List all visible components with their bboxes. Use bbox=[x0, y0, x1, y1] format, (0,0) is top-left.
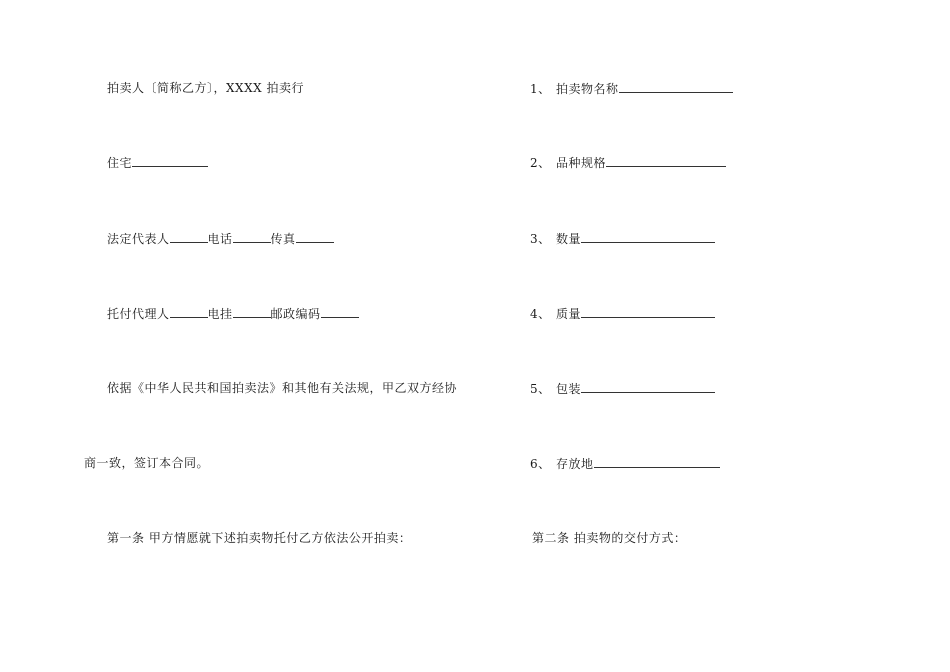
item-4-label: 质量 bbox=[556, 307, 582, 321]
phone-blank[interactable] bbox=[233, 230, 271, 243]
item-3 bbox=[530, 230, 715, 247]
agent-line bbox=[107, 305, 359, 322]
item-4-blank[interactable] bbox=[581, 305, 715, 318]
consensus-line bbox=[84, 455, 209, 471]
item-2 bbox=[530, 154, 726, 171]
consensus-text: 商一致，签订本合同。 bbox=[84, 456, 210, 470]
basis-line bbox=[107, 380, 457, 396]
legal-rep-line bbox=[107, 230, 334, 247]
residence-line bbox=[107, 154, 208, 171]
item-6 bbox=[530, 455, 720, 472]
item-2-number: 2、 bbox=[530, 156, 551, 170]
phone-label: 电话 bbox=[207, 232, 233, 246]
item-1 bbox=[530, 80, 733, 97]
legal-rep-blank[interactable] bbox=[170, 230, 208, 243]
item-6-blank[interactable] bbox=[594, 455, 720, 468]
item-3-blank[interactable] bbox=[581, 230, 715, 243]
item-1-number: 1、 bbox=[530, 82, 551, 96]
postcode-label: 邮政编码 bbox=[270, 307, 321, 321]
basis-text: 依据《中华人民共和国拍卖法》和其他有关法规，甲乙双方经协 bbox=[107, 381, 458, 395]
telegraph-blank[interactable] bbox=[233, 305, 271, 318]
item-1-label: 拍卖物名称 bbox=[556, 82, 619, 96]
item-4-number: 4、 bbox=[530, 307, 551, 321]
article-2 bbox=[532, 530, 686, 546]
fax-label: 传真 bbox=[270, 232, 296, 246]
item-4 bbox=[530, 305, 715, 322]
postcode-blank[interactable] bbox=[321, 305, 359, 318]
item-5-label: 包装 bbox=[556, 382, 582, 396]
residence-blank[interactable] bbox=[132, 154, 208, 167]
item-5-blank[interactable] bbox=[581, 380, 715, 393]
item-5-number: 5、 bbox=[530, 382, 551, 396]
article-2-text: 第二条 拍卖物的交付方式： bbox=[532, 531, 687, 545]
agent-label: 托付代理人 bbox=[107, 307, 170, 321]
legal-rep-label: 法定代表人 bbox=[107, 232, 170, 246]
item-3-number: 3、 bbox=[530, 232, 551, 246]
item-6-label: 存放地 bbox=[556, 457, 594, 471]
item-2-blank[interactable] bbox=[606, 154, 726, 167]
fax-blank[interactable] bbox=[296, 230, 334, 243]
item-1-blank[interactable] bbox=[619, 80, 733, 93]
agent-blank[interactable] bbox=[170, 305, 208, 318]
auctioneer-line bbox=[107, 80, 304, 96]
auctioneer-text: 拍卖人〔简称乙方〕，XXXX 拍卖行 bbox=[107, 81, 304, 95]
item-2-label: 品种规格 bbox=[556, 156, 607, 170]
residence-label: 住宅 bbox=[107, 156, 133, 170]
telegraph-label: 电挂 bbox=[207, 307, 233, 321]
article-1 bbox=[107, 530, 411, 546]
item-5 bbox=[530, 380, 715, 397]
item-3-label: 数量 bbox=[556, 232, 582, 246]
article-1-text: 第一条 甲方情愿就下述拍卖物托付乙方依法公开拍卖： bbox=[107, 531, 412, 545]
item-6-number: 6、 bbox=[530, 457, 551, 471]
